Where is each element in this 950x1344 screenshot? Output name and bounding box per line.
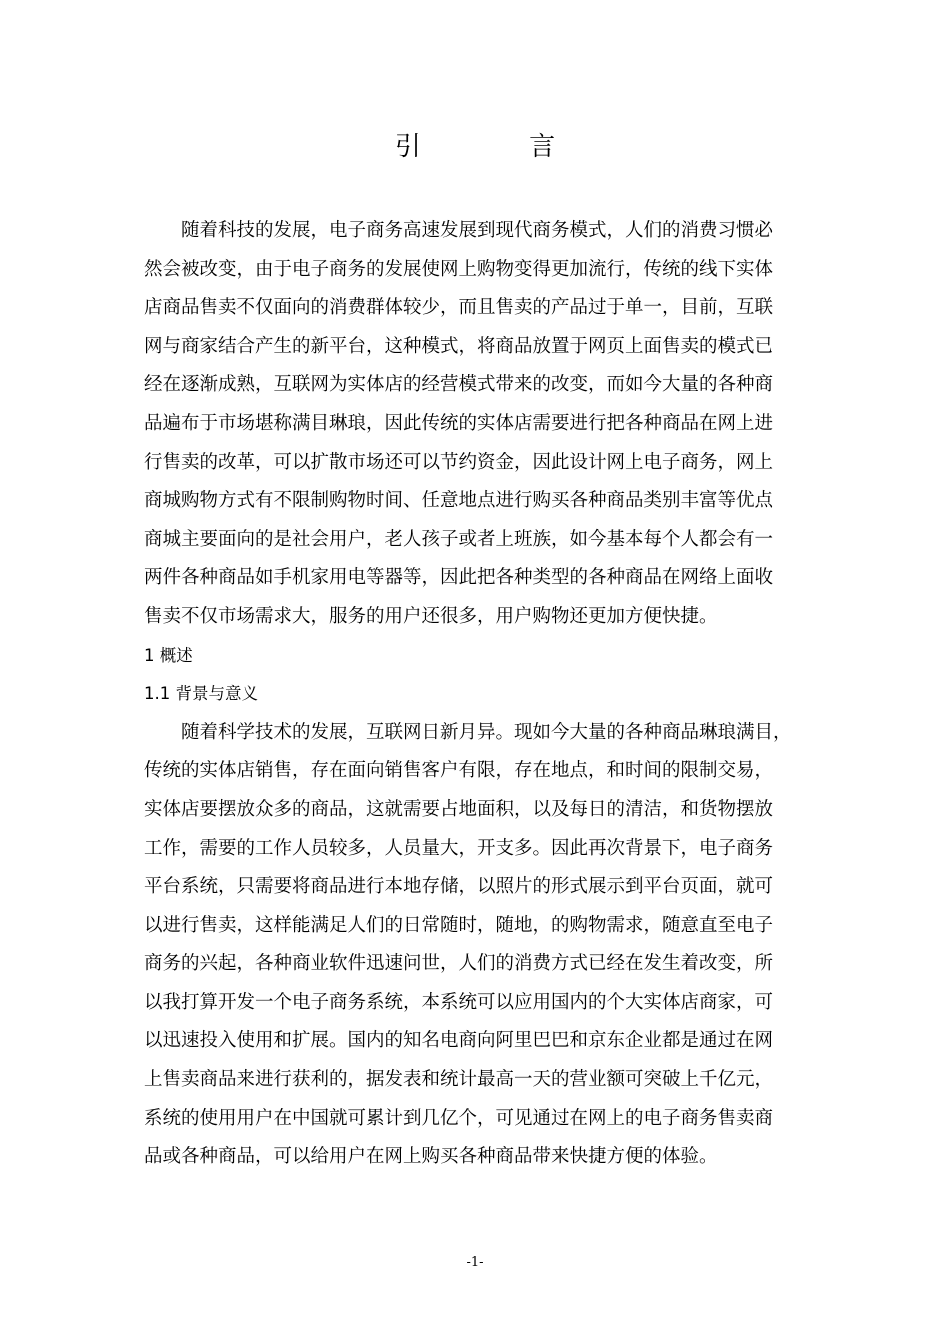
intro-line: 品遍布于市场堪称满目琳琅，因此传统的实体店需要进行把各种商品在网上进 [144, 412, 774, 434]
intro-line: 随着科技的发展，电子商务高速发展到现代商务模式，人们的消费习惯必 [181, 220, 774, 241]
intro-line: 商城主要面向的是社会用户，老人孩子或者上班族，如今基本每个人都会有一 [144, 528, 774, 550]
section-line: 以我打算开发一个电子商务系统，本系统可以应用国内的个大实体店商家，可 [144, 991, 774, 1013]
section-line: 品或各种商品，可以给用户在网上购买各种商品带来快捷方便的体验。 [144, 1146, 718, 1168]
section-heading-1: 1 概述 [144, 645, 193, 665]
intro-line: 网与商家结合产生的新平台，这种模式，将商品放置于网页上面售卖的模式已 [144, 335, 774, 357]
section-line: 商务的兴起，各种商业软件迅速问世，人们的消费方式已经在发生着改变，所 [144, 953, 774, 975]
page-title: 引 言 [394, 132, 606, 162]
section-line: 平台系统，只需要将商品进行本地存储，以照片的形式展示到平台页面，就可 [144, 876, 774, 898]
page-number: -1- [466, 1255, 484, 1270]
section-line: 上售卖商品来进行获利的，据发表和统计最高一天的营业额可突破上千亿元， [144, 1069, 774, 1091]
intro-line: 商城购物方式有不限制购物时间、任意地点进行购买各种商品类别丰富等优点 [144, 490, 774, 512]
intro-line: 店商品售卖不仅面向的消费群体较少，而且售卖的产品过于单一，目前，互联 [144, 297, 774, 319]
section-heading-1-1: 1.1 背景与意义 [144, 684, 258, 704]
section-line: 传统的实体店销售，存在面向销售客户有限，存在地点，和时间的限制交易， [144, 760, 774, 782]
section-line: 随着科学技术的发展，互联网日新月异。现如今大量的各种商品琳琅满目， [181, 721, 792, 743]
intro-line: 售卖不仅市场需求大，服务的用户还很多，用户购物还更加方便快捷。 [144, 605, 718, 627]
section-line: 实体店要摆放众多的商品，这就需要占地面积，以及每日的清洁，和货物摆放 [144, 798, 774, 820]
intro-line: 然会被改变，由于电子商务的发展使网上购物变得更加流行，传统的线下实体 [144, 258, 774, 280]
section-line: 系统的使用用户在中国就可累计到几亿个，可见通过在网上的电子商务售卖商 [144, 1107, 774, 1129]
intro-line: 行售卖的改革，可以扩散市场还可以节约资金，因此设计网上电子商务，网上 [144, 451, 774, 473]
body-text [144, 212, 824, 1177]
section-line: 以迅速投入使用和扩展。国内的知名电商向阿里巴巴和京东企业都是通过在网 [144, 1030, 774, 1052]
section-line: 以进行售卖，这样能满足人们的日常随时，随地，的购物需求，随意直至电子 [144, 914, 774, 936]
intro-line: 两件各种商品如手机家用电等器等，因此把各种类型的各种商品在网络上面收 [144, 567, 774, 589]
intro-line: 经在逐渐成熟，互联网为实体店的经营模式带来的改变，而如今大量的各种商 [144, 374, 774, 396]
section-line: 工作，需要的工作人员较多，人员量大，开支多。因此再次背景下，电子商务 [144, 837, 774, 859]
